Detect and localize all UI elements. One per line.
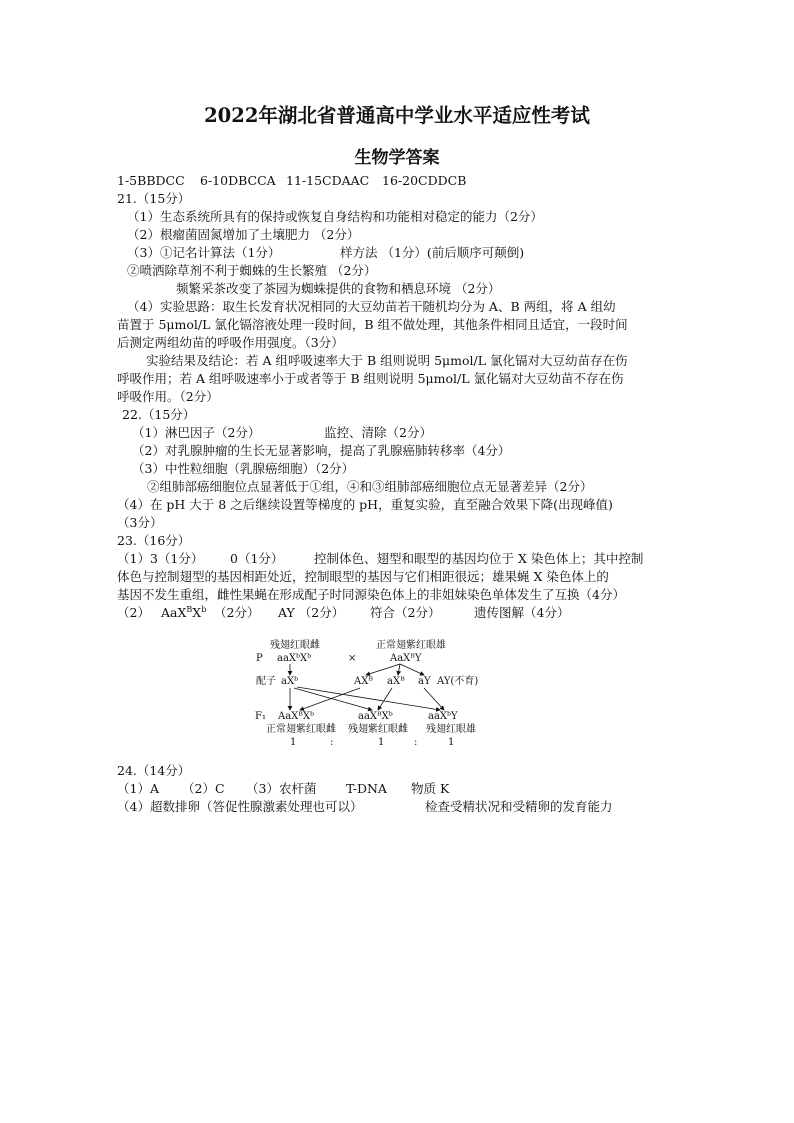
q21-line: 样方法 （1分）(前后顺序可颠倒) (340, 245, 525, 260)
q21-line: （2）根瘤菌固氮增加了土壤肥力 （2分） (127, 227, 360, 242)
q21-line: 频繁采茶改变了茶园为蜘蛛提供的食物和栖息环境 （2分） (176, 281, 501, 296)
q23-line: 0（1分） (230, 551, 284, 566)
ratio-3: 1 (448, 737, 455, 748)
q21-line: （4）实验思路：取生长发育状况相同的大豆幼苗若干随机均分为 A、B 两组，将 A 组幼 (127, 299, 616, 314)
page-subtitle: 生物学答案 (354, 148, 440, 168)
gamete-female: aXᵇ (281, 676, 299, 687)
mc-answer: 1-5BBDCC (117, 173, 185, 188)
q22-line: 监控、清除（2分） (324, 425, 432, 440)
arrow-m2-o2 (378, 688, 392, 710)
gamete-male-1: AXᴮ (354, 676, 373, 687)
page-title: 2022年湖北省普通高中学业水平适应性考试 (204, 104, 590, 127)
q22-heading: 22.（15分） (122, 407, 196, 422)
q23-line: 符合（2分） (370, 605, 441, 620)
offspring-3-genotype: aaXᵇY (428, 711, 458, 722)
q24-line: T-DNA (346, 781, 387, 796)
gamete-male-2: aXᴮ (387, 676, 405, 687)
q23-heading: 23.（16分） (117, 533, 191, 548)
offspring-3-label: 残翅红眼雄 (426, 724, 476, 735)
offspring-2-genotype: aaXᴮXᵇ (358, 711, 393, 722)
q21-line: 呼吸作用；若 A 组呼吸速率小于或者等于 B 组则说明 5μmol/L 氯化镉对大豆幼苗不存在伤 (117, 371, 624, 386)
gamete-male-4: AY(不育) (437, 676, 479, 687)
q24-line: （2）C (182, 781, 225, 796)
arrow-m1-o1 (300, 688, 360, 710)
cross-symbol: × (348, 653, 357, 664)
q23-line: （1）3（1分） (117, 551, 204, 566)
arrow-male-gamete-3 (400, 664, 424, 675)
female-genotype: aaXᵇXᵇ (277, 653, 312, 664)
male-genotype: AaXᴮY (390, 653, 422, 664)
q23-line: 体色与控制翅型的基因相距处近，控制眼型的基因与它们相距很远；雄果蝇 X 染色体上的 (117, 569, 609, 584)
q22-line: （3分） (117, 515, 163, 530)
q21-line: 呼吸作用。（2分） (117, 389, 219, 404)
q24-line: （3）农杆菌 (246, 781, 317, 796)
offspring-1-genotype: AaXᴮXᵇ (278, 711, 315, 722)
ratio-sep-2: : (414, 737, 418, 748)
q21-line: 后测定两组幼苗的呼吸作用强度。（3分） (117, 335, 344, 350)
q21-line: ②喷洒除草剂不利于蜘蛛的生长繁殖 （2分） (127, 263, 377, 278)
male-label: 正常翅紫红眼雄 (376, 640, 446, 651)
q22-line: （4）在 pH 大于 8 之后继续设置等梯度的 pH，重复实验，直至融合效果下降(出现峰值) (117, 497, 613, 512)
mc-answer: 6-10DBCCA (200, 173, 276, 188)
q21-line: （1）生态系统所具有的保持或恢复自身结构和功能相对稳定的能力（2分） (127, 209, 543, 224)
q23-line: AY （2分） (278, 605, 345, 620)
q24-line: 物质 K (411, 781, 450, 796)
q23-line: （2分） (214, 605, 260, 620)
q21-line: （3）①记名计算法（1分） (127, 245, 281, 260)
q24-line: 检查受精状况和受精卵的发育能力 (425, 799, 613, 814)
q21-heading: 21.（15分） (117, 191, 191, 206)
ratio-2: 1 (378, 737, 385, 748)
diagram-p-label: P (256, 653, 263, 664)
q23-line: （2） (117, 605, 150, 620)
offspring-2-label: 残翅紫红眼雌 (348, 724, 408, 735)
q21-line: 苗置于 5μmol/L 氯化镉溶液处理一段时间，B 组不做处理，其他条件相同且适宜，一段时间 (117, 317, 628, 332)
q21-line: 实验结果及结论：若 A 组呼吸速率大于 B 组则说明 5μmol/L 氯化镉对大豆幼苗存在伤 (146, 353, 628, 368)
arrow-male-gamete-2 (398, 664, 400, 675)
q22-line: ②组肺部癌细胞位点显著低于①组，④和③组肺部癌细胞位点无显著差异（2分） (147, 479, 593, 494)
mc-answer: 16-20CDDCB (382, 173, 467, 188)
mc-answer: 11-15CDAAC (286, 173, 370, 188)
ratio-1: 1 (290, 737, 297, 748)
q23-line: 控制体色、翅型和眼型的基因均位于 X 染色体上；其中控制 (314, 551, 644, 566)
q24-heading: 24.（14分） (117, 763, 191, 778)
female-label: 残翅红眼雌 (270, 640, 320, 651)
arrow-f-o2 (294, 688, 372, 710)
q22-line: （3）中性粒细胞（乳腺癌细胞）（2分） (132, 461, 355, 476)
q22-line: （2）对乳腺肿瘤的生长无显著影响，提高了乳腺癌肺转移率（4分） (132, 443, 511, 458)
q24-line: （4）超数排卵（答促性腺激素处理也可以） (117, 799, 363, 814)
gamete-male-3: aY (418, 676, 431, 687)
arrow-m3-o3 (424, 688, 444, 710)
q22-line: （1）淋巴因子（2分） (132, 425, 261, 440)
offspring-1-label: 正常翅紫红眼雌 (266, 724, 336, 735)
arrow-male-gamete-1 (366, 664, 400, 675)
arrow-f-o3 (297, 687, 440, 710)
ratio-sep-1: : (330, 737, 334, 748)
gamete-label: 配子 (256, 676, 276, 687)
q23-genotype: $AaX^BX^b$ (161, 604, 207, 620)
q24-line: （1）A (117, 781, 159, 796)
q23-line: 基因不发生重组，雌性果蝇在形成配子时同源染色体上的非姐妹染色单体发生了互换（4分） (117, 587, 625, 602)
f1-label: F₁ (255, 711, 266, 722)
q23-line: 遗传图解（4分） (474, 605, 570, 620)
